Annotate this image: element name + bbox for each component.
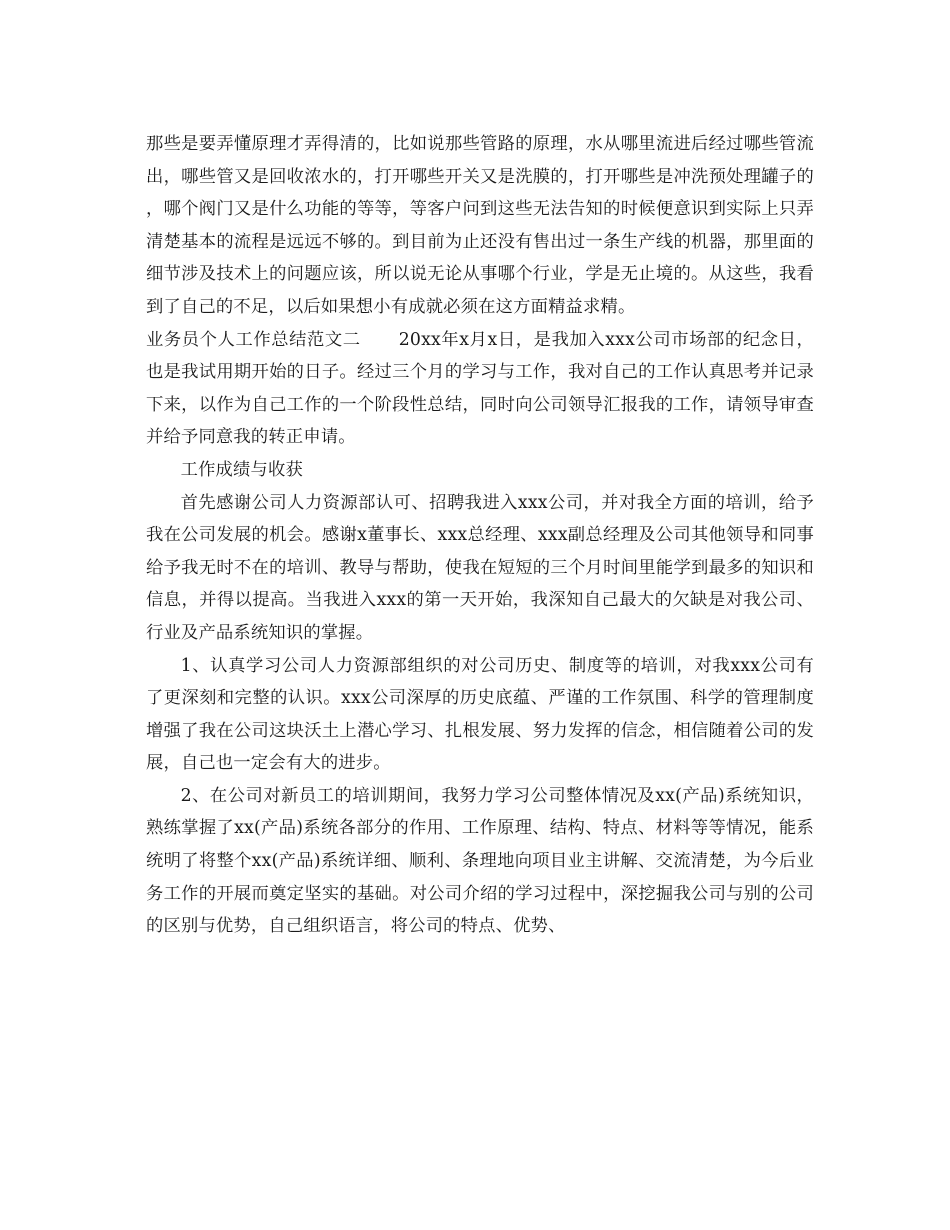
paragraph-thanks: 首先感谢公司人力资源部认可、招聘我进入xxx公司，并对我全方面的培训，给予我在公司发展的机会。感谢x董事长、xxx总经理、xxx副总经理及公司其他领导和同事给予我无时不在的培训、教导与帮助，使我在短短的三个月时间里能学到最多的知识和信息，并得以提高。当我进入xxx的第一天开始，我深知自己最大的欠缺是对我公司、行业及产品系统知识的掌握。 (146, 492, 814, 643)
document-page (146, 128, 814, 943)
section-title: 业务员个人工作总结范文二 (146, 329, 361, 350)
paragraph-summary-intro (146, 324, 814, 454)
paragraph-point-1: 1、认真学习公司人力资源部组织的对公司历史、制度等的培训，对我xxx公司有了更深刻和完整的认识。xxx公司深厚的历史底蕴、严谨的工作氛围、科学的管理制度增强了我在公司这块沃土上潜心学习、扎根发展、努力发挥的信念，相信随着公司的发展，自己也一定会有大的进步。 (146, 655, 814, 774)
paragraph-point-2: 2、在公司对新员工的培训期间，我努力学习公司整体情况及xx(产品)系统知识，熟练掌握了xx(产品)系统各部分的作用、工作原理、结构、特点、材料等等情况，能系统明了将整个xx(产品)系统详细、顺利、条理地向项目业主讲解、交流清楚，为今后业务工作的开展而奠定坚实的基础。对公司介绍的学习过程中，深挖掘我公司与别的公司的区别与优势，自己组织语言，将公司的特点、优势、 (146, 785, 814, 937)
intro-text: 20xx年x月x日，是我加入xxx公司市场部的纪念日，也是我试用期开始的日子。经过三个月的学习与工作，我对自己的工作认真思考并记录下来，以作为自己工作的一个阶段性总结，同时向公司领导汇报我的工作，请领导审查并给予同意我的转正申请。 (146, 329, 814, 448)
paragraph-pipeline-principles: 那些是要弄懂原理才弄得清的，比如说那些管路的原理，水从哪里流进后经过哪些管流出，哪些管又是回收浓水的，打开哪些开关又是洗膜的，打开哪些是冲洗预处理罐子的，哪个阀门又是什么功能的等等，等客户问到这些无法告知的时候便意识到实际上只弄清楚基本的流程是远远不够的。到目前为止还没有售出过一条生产线的机器，那里面的细节涉及技术上的问题应该，所以说无论从事哪个行业，学是无止境的。从这些，我看到了自己的不足，以后如果想小有成就必须在这方面精益求精。 (146, 134, 814, 317)
heading-achievements: 工作成绩与收获 (180, 459, 303, 480)
